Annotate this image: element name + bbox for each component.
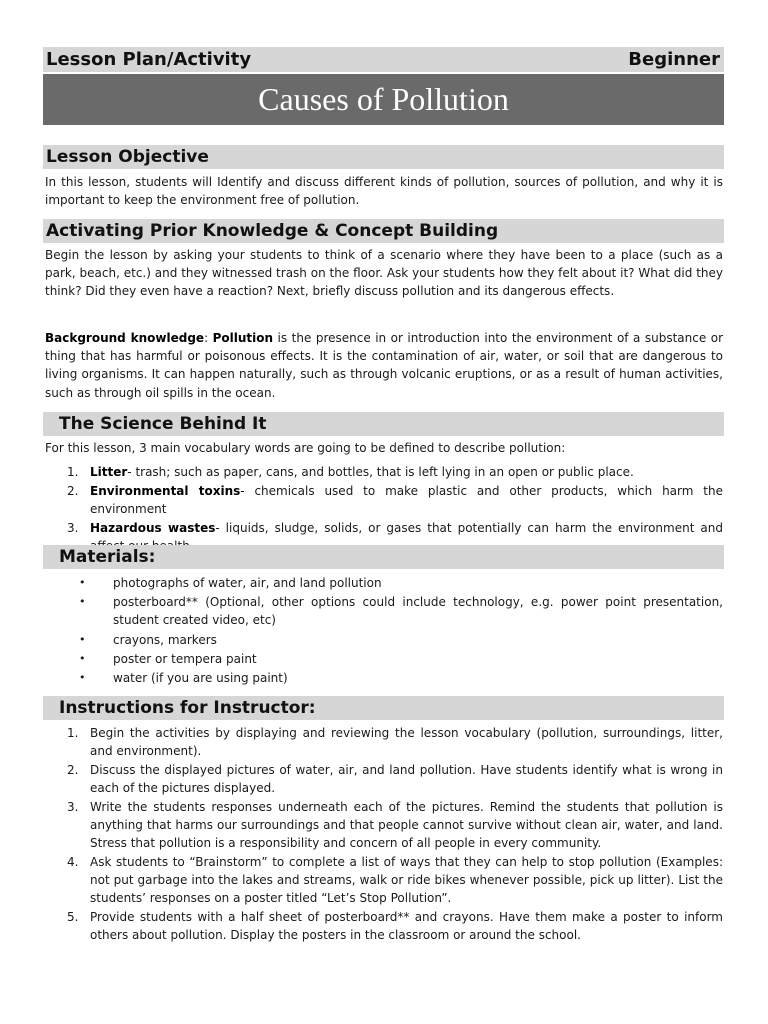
background-knowledge <box>45 329 723 402</box>
list-item: • posterboard** (Optional, other options could include technology, e.g. power point presentation, student created video, etc) <box>79 595 723 628</box>
bullet-icon: • <box>79 576 86 589</box>
prior-knowledge-text: Begin the lesson by asking your students to think of a scenario where they have been to a place (such as a park, beach, etc.) and they witnessed trash on the floor. Ask your students how they felt about it? What did they think? Did they even have a reaction? Next, briefly discuss pollution and its dangerous effects. <box>45 248 723 299</box>
header-left-label: Lesson Plan/Activity <box>46 49 252 70</box>
background-separator: : <box>204 331 213 345</box>
list-item: • poster or tempera paint <box>45 650 723 668</box>
section-heading-science: The Science Behind It <box>43 412 724 436</box>
instructions-list <box>45 724 723 945</box>
section-heading-prior-knowledge: Activating Prior Knowledge & Concept Building <box>43 219 724 243</box>
list-item: • water (if you are using paint) <box>45 669 723 687</box>
list-item: • photographs of water, air, and land pollution <box>45 574 723 592</box>
list-item: 3. Write the students responses underneath each of the pictures. Remind the students that pollution is anything that harms our surroundings and that people cannot survive without clean air, water, and land. Stress that pollution is a responsibility and concern of all people in every community. <box>67 799 723 851</box>
list-item: 2. Discuss the displayed pictures of water, air, and land pollution. Have students identify what is wrong in each of the pictures displayed. <box>67 762 723 796</box>
list-item: 5. Provide students with a half sheet of posterboard** and crayons. Have them make a poster to inform others about pollution. Display the posters in the classroom or around the school. <box>67 910 723 943</box>
bullet-icon: • <box>79 632 86 646</box>
list-item: • crayons, markers <box>45 631 723 649</box>
bullet-icon: • <box>79 651 86 665</box>
bullet-icon: • <box>79 671 86 685</box>
objective-text: In this lesson, students will Identify and discuss different kinds of pollution, sources of pollution, and why it is important to keep the environment free of pollution. <box>45 175 723 208</box>
vocab-definition: - chemicals used to make plastic and other products, which harm the environment <box>90 483 723 516</box>
list-item: 1. Litter- trash; such as paper, cans, and bottles, that is left lying in an open or public place. <box>67 465 634 479</box>
list-item: 2. Environmental toxins- chemicals used to make plastic and other products, which harm the environment <box>67 483 723 516</box>
list-item: 3. Hazardous wastes- liquids, sludge, solids, or gases that potentially can harm the environment and <box>45 519 723 555</box>
section-heading-instructions: Instructions for Instructor: <box>43 696 724 720</box>
science-intro: For this lesson, 3 main vocabulary words are going to be defined to describe pollution: <box>45 441 566 455</box>
page-title: Causes of Pollution <box>43 74 724 125</box>
vocab-term: Environmental toxins <box>90 483 241 498</box>
list-item: 4. Ask students to “Brainstorm” to complete a list of ways that they can help to stop pollution (Examples: not put garbage into the lakes and streams, walk or ride bikes whenever possible, pick up litter). List the students’ responses on a poster titled “Let’s Stop Pollution”. <box>67 854 723 906</box>
vocab-definition: - trash; such as paper, cans, and bottles, that is left lying in an open or public place. <box>127 465 634 479</box>
background-text: is the presence in or introduction into the environment of a substance or thing that has harmful or poisonous effects. It is the contamination of air, water, or soil that are dangerous to living organisms. It can happen naturally, such as through volcanic eruptions, or as a result of human activities, such as through oil spills in the ocean. <box>45 331 724 400</box>
background-label: Background knowledge <box>45 331 205 345</box>
vocab-term: Litter <box>90 465 128 479</box>
materials-list <box>45 574 723 688</box>
level-label: Beginner <box>628 49 720 70</box>
vocab-definition: - liquids, sludge, solids, or gases that potentially can harm the environment and <box>215 520 723 535</box>
header-bar <box>43 47 724 72</box>
section-heading-materials: Materials: <box>43 545 724 569</box>
section-heading-objective: Lesson Objective <box>43 145 724 169</box>
bullet-icon: • <box>79 595 86 609</box>
pollution-term: Pollution <box>212 331 274 345</box>
vocab-term: Hazardous wastes <box>90 520 216 535</box>
list-item: 1. Begin the activities by displaying and reviewing the lesson vocabulary (pollution, surroundings, litter, and environment). <box>67 726 723 759</box>
vocabulary-list <box>45 463 723 556</box>
